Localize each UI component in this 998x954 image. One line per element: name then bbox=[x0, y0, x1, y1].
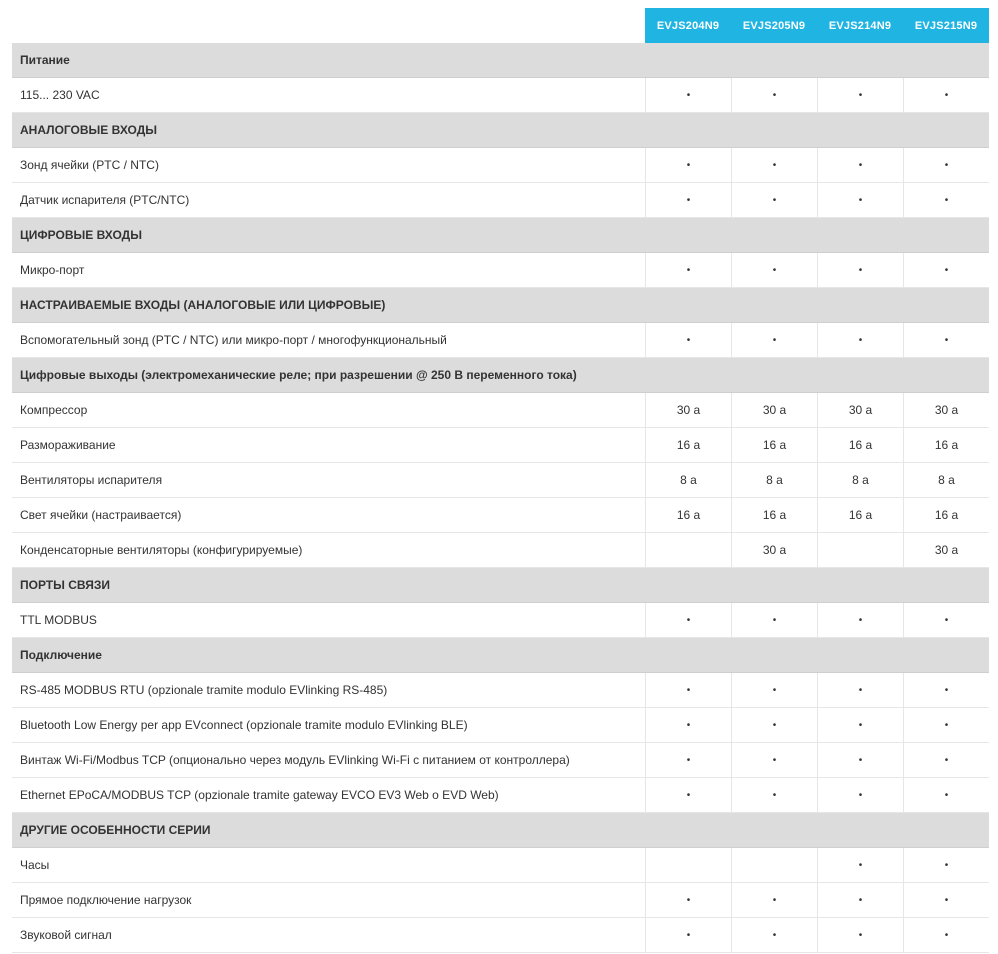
value-cell: 30 а bbox=[903, 533, 989, 567]
value-cell: 8 а bbox=[903, 463, 989, 497]
table-row bbox=[12, 708, 989, 743]
value-cell: 16 а bbox=[731, 498, 817, 532]
value-cell: • bbox=[903, 148, 989, 182]
value-cell: 8 а bbox=[817, 463, 903, 497]
table-row bbox=[12, 918, 989, 953]
value-cell: • bbox=[731, 918, 817, 952]
model-header-2: EVJS214N9 bbox=[817, 8, 903, 43]
value-cell: • bbox=[731, 673, 817, 707]
row-label: Размораживание bbox=[20, 438, 116, 452]
value-cell: • bbox=[903, 603, 989, 637]
value-cell: • bbox=[817, 323, 903, 357]
value-cell: • bbox=[731, 743, 817, 777]
table-row bbox=[12, 323, 989, 358]
table-row bbox=[12, 78, 989, 113]
row-label: TTL MODBUS bbox=[20, 613, 97, 627]
model-header-row bbox=[12, 8, 989, 43]
section-title: Цифровые выходы (электромеханические реле; при разрешении @ 250 В переменного тока) bbox=[20, 368, 577, 382]
value-cell: • bbox=[817, 148, 903, 182]
table-row bbox=[12, 393, 989, 428]
table-row bbox=[12, 463, 989, 498]
value-cell: 16 а bbox=[903, 498, 989, 532]
value-cell: 30 а bbox=[817, 393, 903, 427]
value-cell: • bbox=[817, 603, 903, 637]
row-label: Конденсаторные вентиляторы (конфигурируемые) bbox=[20, 543, 303, 557]
row-label: Вспомогательный зонд (PTC / NTC) или микро-порт / многофункциональный bbox=[20, 333, 447, 347]
value-cell: • bbox=[817, 253, 903, 287]
value-cell: • bbox=[645, 323, 731, 357]
value-cell: • bbox=[817, 708, 903, 742]
value-cell: • bbox=[903, 78, 989, 112]
value-cell: • bbox=[903, 323, 989, 357]
value-cell: • bbox=[817, 673, 903, 707]
value-cell: • bbox=[645, 78, 731, 112]
table-row bbox=[12, 148, 989, 183]
value-cell bbox=[731, 848, 817, 882]
value-cell: • bbox=[731, 323, 817, 357]
table-row bbox=[12, 848, 989, 883]
row-label: Микро-порт bbox=[20, 263, 85, 277]
value-cell: 30 а bbox=[645, 393, 731, 427]
row-label: Часы bbox=[20, 858, 50, 872]
value-cell: • bbox=[731, 708, 817, 742]
value-cell: 30 а bbox=[731, 533, 817, 567]
table-row bbox=[12, 883, 989, 918]
row-label: Ethernet EPoCA/MODBUS TCP (opzionale tramite gateway EVCO EV3 Web o EVD Web) bbox=[20, 788, 499, 802]
section-title: ДРУГИЕ ОСОБЕННОСТИ СЕРИИ bbox=[20, 823, 211, 837]
section-header-row bbox=[12, 288, 989, 323]
section-header-row bbox=[12, 568, 989, 603]
row-label: Датчик испарителя (PTC/NTC) bbox=[20, 193, 190, 207]
table-row bbox=[12, 183, 989, 218]
value-cell bbox=[645, 533, 731, 567]
value-cell: • bbox=[645, 708, 731, 742]
value-cell: • bbox=[903, 673, 989, 707]
value-cell bbox=[645, 848, 731, 882]
table-row bbox=[12, 498, 989, 533]
value-cell: 16 а bbox=[817, 498, 903, 532]
table-body bbox=[12, 43, 989, 953]
value-cell: • bbox=[817, 78, 903, 112]
value-cell: • bbox=[817, 883, 903, 917]
table-row bbox=[12, 533, 989, 568]
value-cell: • bbox=[645, 183, 731, 217]
value-cell: • bbox=[731, 148, 817, 182]
value-cell: • bbox=[817, 778, 903, 812]
value-cell: • bbox=[731, 883, 817, 917]
model-header-1: EVJS205N9 bbox=[731, 8, 817, 43]
table-row bbox=[12, 603, 989, 638]
section-title: Подключение bbox=[20, 648, 102, 662]
value-cell: 16 а bbox=[817, 428, 903, 462]
section-header-row bbox=[12, 113, 989, 148]
row-label: Свет ячейки (настраивается) bbox=[20, 508, 182, 522]
value-cell: • bbox=[817, 743, 903, 777]
row-label: Прямое подключение нагрузок bbox=[20, 893, 192, 907]
value-cell: • bbox=[645, 253, 731, 287]
row-label: Зонд ячейки (PTC / NTC) bbox=[20, 158, 159, 172]
value-cell: • bbox=[817, 183, 903, 217]
section-header-row bbox=[12, 43, 989, 78]
value-cell: • bbox=[645, 603, 731, 637]
value-cell: • bbox=[731, 603, 817, 637]
row-label: RS-485 MODBUS RTU (opzionale tramite modulo EVlinking RS-485) bbox=[20, 683, 388, 697]
value-cell: • bbox=[731, 78, 817, 112]
section-title: Питание bbox=[20, 53, 70, 67]
value-cell: • bbox=[731, 778, 817, 812]
row-label: Звуковой сигнал bbox=[20, 928, 112, 942]
value-cell: • bbox=[903, 918, 989, 952]
value-cell bbox=[817, 533, 903, 567]
section-title: ЦИФРОВЫЕ ВХОДЫ bbox=[20, 228, 142, 242]
table-row bbox=[12, 778, 989, 813]
table-row bbox=[12, 253, 989, 288]
value-cell: 16 а bbox=[645, 428, 731, 462]
section-title: АНАЛОГОВЫЕ ВХОДЫ bbox=[20, 123, 158, 137]
value-cell: • bbox=[903, 778, 989, 812]
value-cell: 8 а bbox=[731, 463, 817, 497]
table-row bbox=[12, 428, 989, 463]
section-header-row bbox=[12, 813, 989, 848]
section-header-row bbox=[12, 218, 989, 253]
value-cell: • bbox=[903, 883, 989, 917]
spec-table bbox=[12, 8, 989, 953]
row-label: Компрессор bbox=[20, 403, 88, 417]
value-cell: 16 а bbox=[645, 498, 731, 532]
section-header-row bbox=[12, 358, 989, 393]
value-cell: • bbox=[903, 253, 989, 287]
value-cell: • bbox=[645, 743, 731, 777]
header-spacer bbox=[12, 8, 645, 43]
section-title: НАСТРАИВАЕМЫЕ ВХОДЫ (АНАЛОГОВЫЕ ИЛИ ЦИФРОВЫЕ) bbox=[20, 298, 386, 312]
row-label: 115... 230 VAC bbox=[20, 88, 100, 102]
value-cell: 8 а bbox=[645, 463, 731, 497]
value-cell: 30 а bbox=[903, 393, 989, 427]
row-label: Вентиляторы испарителя bbox=[20, 473, 163, 487]
value-cell: 16 а bbox=[903, 428, 989, 462]
row-label: Винтаж Wi-Fi/Modbus TCP (опционально через модуль EVlinking Wi-Fi с питанием от контроллера) bbox=[20, 753, 570, 767]
value-cell: 16 а bbox=[731, 428, 817, 462]
value-cell: • bbox=[903, 848, 989, 882]
table-row bbox=[12, 673, 989, 708]
value-cell: • bbox=[645, 148, 731, 182]
value-cell: • bbox=[731, 183, 817, 217]
section-title: ПОРТЫ СВЯЗИ bbox=[20, 578, 111, 592]
value-cell: • bbox=[731, 253, 817, 287]
row-label: Bluetooth Low Energy per app EVconnect (opzionale tramite modulo EVlinking BLE) bbox=[20, 718, 468, 732]
value-cell: • bbox=[903, 708, 989, 742]
value-cell: • bbox=[903, 183, 989, 217]
model-header-3: EVJS215N9 bbox=[903, 8, 989, 43]
section-header-row bbox=[12, 638, 989, 673]
value-cell: • bbox=[645, 778, 731, 812]
table-row bbox=[12, 743, 989, 778]
value-cell: • bbox=[645, 883, 731, 917]
value-cell: • bbox=[817, 918, 903, 952]
model-header-0: EVJS204N9 bbox=[645, 8, 731, 43]
value-cell: • bbox=[817, 848, 903, 882]
value-cell: • bbox=[645, 918, 731, 952]
value-cell: • bbox=[903, 743, 989, 777]
value-cell: • bbox=[645, 673, 731, 707]
value-cell: 30 а bbox=[731, 393, 817, 427]
